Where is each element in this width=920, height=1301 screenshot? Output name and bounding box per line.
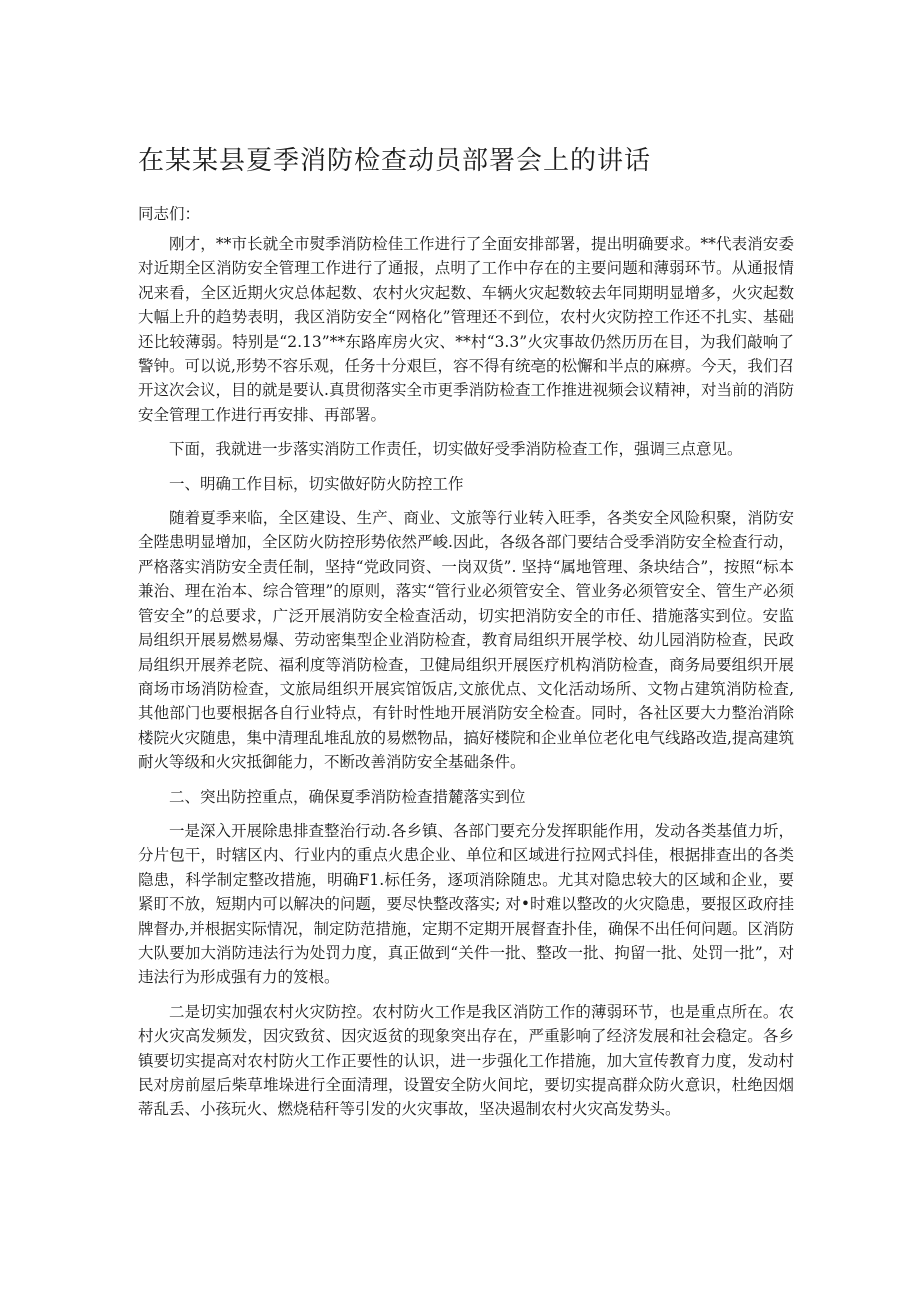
document-body bbox=[138, 232, 794, 1122]
salutation: 同志们： bbox=[138, 205, 201, 223]
section-heading-2: 二、突出防控重点，确保夏季消防检查措麓落实到位 bbox=[169, 787, 526, 806]
paragraph-section-1: 随着夏季来临，全区建设、生产、商业、文旅等行业转入旺季，各类安全风险积聚，消防安全陛患明显增加，全区防火防控形势依然严峻.因此，各级各部门要结合受季消防安全检査行动，严格落实消防安全责任制，坚持“党政同资、一岗双货”. 坚持“属地管理、条块结合”，按照“标本兼治、理在治本、综合管理”的原则，落实“管行业必须管安全、管业务必须管安全、管生产必须管安全”的总要求，广泛开展消防安全检查活动，切实把消防安全的市任、措施落实到位。安监局组织开展易燃易爆、劳动密集型企业消防检査，教育局组织开展学校、幼儿园消防检查，民政局组织开展养老院、福利度等消防检查，卫健局组织开展医疗机构消防检查，商务局要组织开展商场市场消防检查，文旅局组织开展宾馆饭店,文旅优点、文化活动场所、文物占建筑消防检査,其他部门也要根据各自行业特点，有针时性地开展消防安全检査。同时，各社区要大力整治消除楼院火灾随患，集中清理乱堆乱放的易燃物品，搞好楼院和企业单位老化电气线路改造,提高建筑耐火等级和火灾抵御能力，不断改善消防安全基础条件。 bbox=[138, 509, 794, 772]
paragraph-item-2: 二是切实加强农村火灾防控。农村防火工作是我区消防工作的薄弱环节，也是重点所在。农村火灾高发频发，因灾致贫、因灾返贫的现象突出存在，严重影响了经济发展和社会稳定。各乡镇要切实提高对农村防火工作正要性的认识，进一步强化工作措施，加大宣传教育力度，发动村民对房前屋后柴草堆垛进行全面清理，设置安全防火间坨，要切实提高群众防火意识，杜绝因烟蒂乱丢、小孩玩火、燃烧秸秆等引发的火灾事故，坚决遏制农村火灾高发势头。 bbox=[138, 1002, 794, 1119]
paragraph-intro: 刚才，**市长就全市熨季消防检佳工作进行了全面安排部署，提出明确要求。**代表消安委对近期全区消防安全管理工作进行了通报，点明了工作中存在的主要问题和薄弱环节。从通报情况来看，全区近期火灾总体起数、农村火灾起数、车辆火灾起数较去年同期明显增多，火灾起数大幅上升的趋势表明，我区消防安全“网格化”管理还不到位，农村火灾防控工作还不扎实、基础还比较薄弱。特别是“2.13”**东路库房火灾、**村“3.3”火灾事故仍然历历在目，为我们敲响了警钟。可以说,形势不容乐观，任务十分艰巨，容不得有统亳的松懈和半点的麻痹。今天，我们召开这次会议，目的就是要认.真贯彻落实全市更季消防检查工作推进视频会议精神，对当前的消防安全管理工作进行再安排、再部署。 bbox=[138, 235, 794, 424]
page-title: 在某某县夏季消防检查动员部署会上的讲话 bbox=[138, 146, 652, 176]
paragraph-transition: 下面，我就进一步落实消防工作责任，切实做好受季消防检查工作，强调三点意见。 bbox=[169, 440, 743, 459]
paragraph-item-1: 一是深入开展除患排查整治行动.各乡镇、各部门要充分发挥职能作用，发动各类基值力圻，分片包干，时辖区内、行业内的重点火患企业、单位和区域进行拉网式抖佳，根据排查出的各类隐患，科学制定整改措施，明确F1.标任务，逐项消除随忠。尤其对隐忠较大的区域和企业，要紧盯不放，短期内可以解决的问题，要尽快整改落实; 对•时难以整改的火灾隐患，要报区政府挂牌督办,并根据实际情况，制定防范措施，定期不定期开展督査扑佳，确保不出任何问题。区消防大队要加大消防违法行为处罚力度，真正做到“关件一批、整改一批、拘留一批、处罚一批”，对违法行为形成强有力的笈根。 bbox=[138, 821, 794, 987]
section-heading-1: 一、明确工作目标，切实做好防火防控工作 bbox=[169, 474, 464, 493]
